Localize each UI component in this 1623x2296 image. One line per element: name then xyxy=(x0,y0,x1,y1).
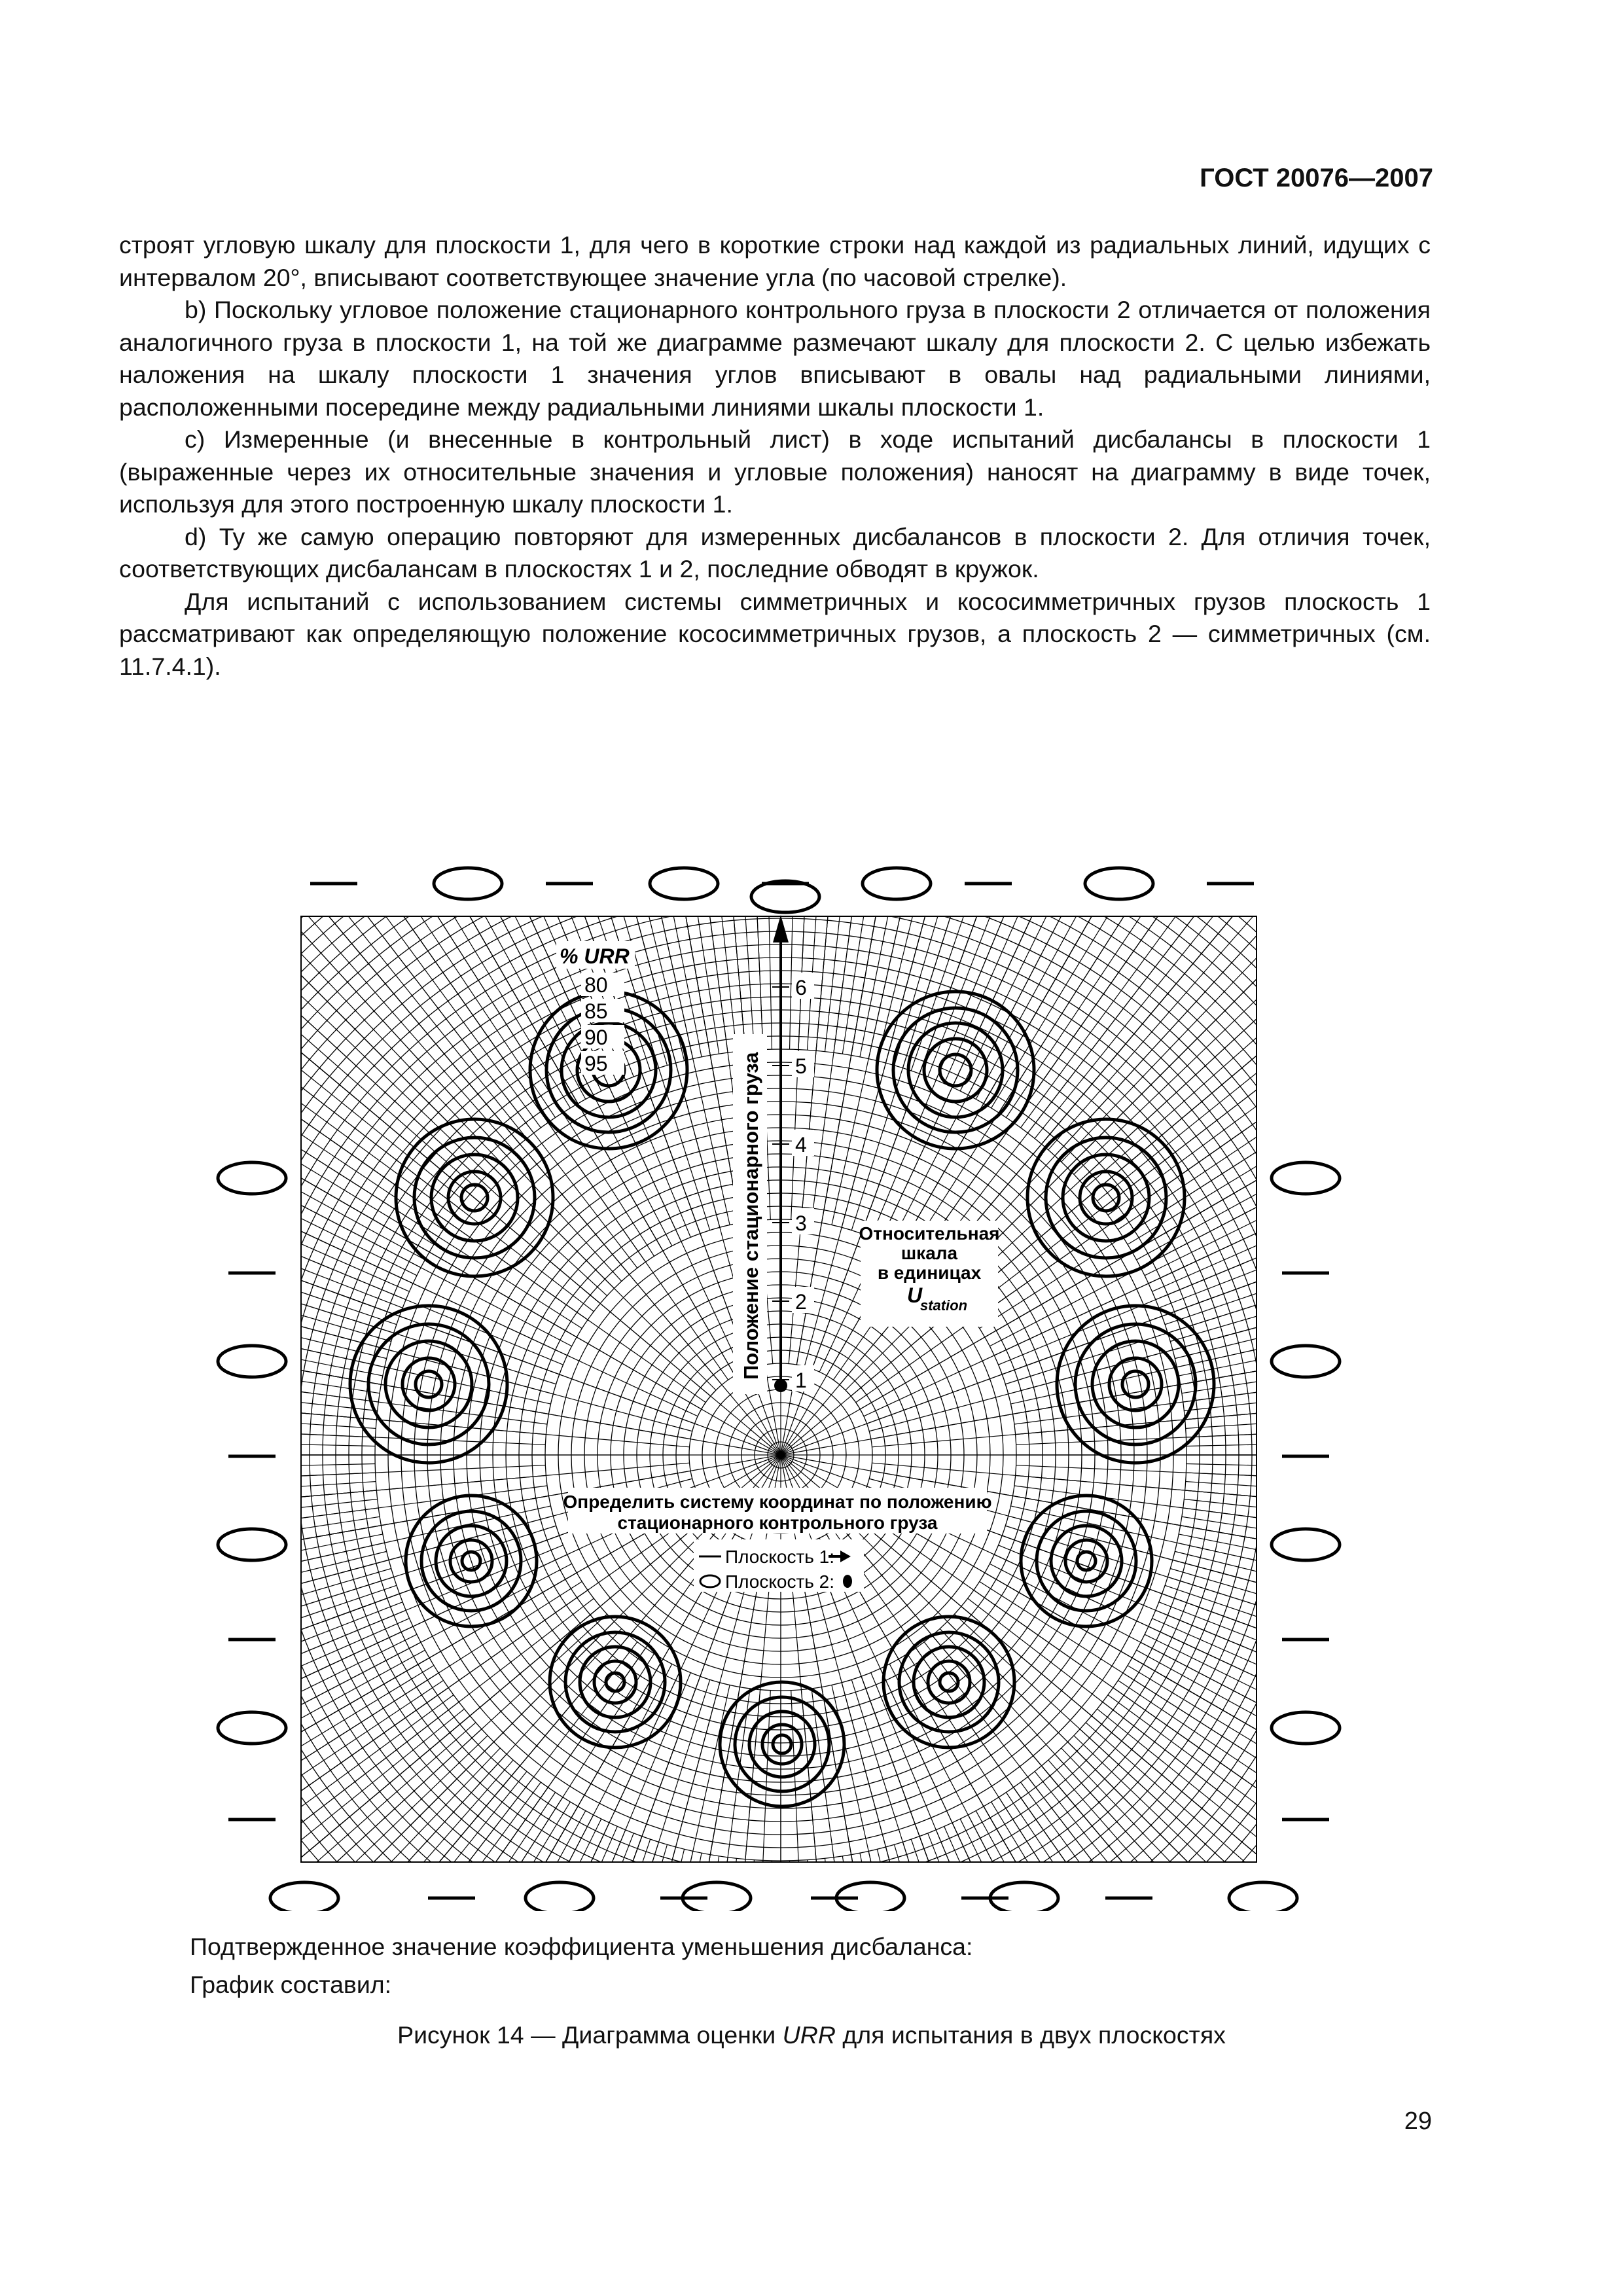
urr-label: % URR xyxy=(560,944,630,968)
document-header: ГОСТ 20076—2007 xyxy=(1200,164,1433,192)
unit-subscript: station xyxy=(920,1297,968,1314)
paragraph: c) Измеренные (и внесенные в контрольный лист) в ходе испытаний дисбалансы в плоскости 1 (выраженные через их относительные значения и угловые положения) наносят на диаграмму в виде точек, используя для этого построенную шкалу плоскости 1. xyxy=(119,425,1431,518)
grid-radial xyxy=(798,1860,812,1911)
caption-italic: URR xyxy=(782,2021,836,2049)
grid-radial xyxy=(808,1860,828,1911)
scale-oval xyxy=(218,1529,286,1560)
scale-number: 1 xyxy=(795,1369,807,1392)
caption-prefix: Рисунок 14 — Диаграмма оценки xyxy=(397,2021,783,2049)
paragraph: Для испытаний с использованием системы симметричных и кососимметричных грузов плоскость 1 рассматривают как определяющую положение кососимметричных грузов, а плоскость 2 — симметричных (см. 11.7.4.1). xyxy=(119,587,1431,680)
scale-number: 6 xyxy=(795,976,807,999)
scale-oval xyxy=(218,1162,286,1194)
urr-level: 85 xyxy=(584,999,608,1023)
relative-scale-box xyxy=(859,1221,999,1327)
coordinate-note xyxy=(563,1488,992,1534)
note-line1: Определить систему координат по положению xyxy=(563,1492,992,1512)
scale-oval xyxy=(218,1712,286,1744)
scale-oval xyxy=(1085,868,1153,899)
paragraph: строят угловую шкалу для плоскости 1, для чего в короткие строки над каждой из радиальных линий, идущих с интервалом 20°, вписывают соответствующее значение угла (по часовой стрелке). xyxy=(119,231,1431,291)
compiled-by-line: График составил: xyxy=(190,1971,392,1998)
urr-level: 80 xyxy=(584,973,608,997)
scale-oval xyxy=(751,881,819,912)
scale-number: 5 xyxy=(795,1054,807,1078)
urr-level: 90 xyxy=(584,1026,608,1049)
scale-oval xyxy=(1272,1712,1340,1744)
urr-evaluation-diagram xyxy=(0,838,1623,1911)
scale-number: 3 xyxy=(795,1211,807,1235)
scale-oval xyxy=(1272,1346,1340,1377)
dot-icon xyxy=(843,1575,852,1588)
scale-oval xyxy=(1229,1882,1297,1911)
axis-label: Положение стационарного груза xyxy=(740,1052,762,1380)
paragraph: d) Ту же самую операцию повторяют для измеренных дисбалансов в плоскости 2. Для отличия точек, соответствующих дисбалансам в плоскостях 1 и 2, последние обводят в кружок. xyxy=(119,522,1431,583)
scale-oval xyxy=(270,1882,338,1911)
body-text xyxy=(119,229,1431,683)
figure-caption xyxy=(0,2021,1623,2049)
confirmed-value-line: Подтвержденное значение коэффициента уменьшения дисбаланса: xyxy=(190,1933,973,1960)
legend-plane1: Плоскость 1: xyxy=(725,1547,835,1567)
scale-oval xyxy=(526,1882,594,1911)
scale-oval xyxy=(1272,1162,1340,1194)
scale-number: 4 xyxy=(795,1133,807,1157)
note-line2: стационарного контрольного груза xyxy=(617,1513,938,1533)
scale-number: 2 xyxy=(795,1290,807,1314)
page-number: 29 xyxy=(1404,2108,1432,2135)
scale-oval xyxy=(1272,1529,1340,1560)
grid-radial xyxy=(765,1861,772,1911)
scale-oval xyxy=(650,868,718,899)
relative-scale-line3: в единицах xyxy=(877,1263,982,1283)
relative-scale-line2: шкала xyxy=(901,1243,958,1263)
footer-lines xyxy=(190,1928,972,2003)
caption-suffix: для испытания в двух плоскостях xyxy=(835,2021,1226,2049)
scale-oval xyxy=(863,868,931,899)
scale-oval xyxy=(434,868,502,899)
grid-radial xyxy=(749,1860,763,1911)
paragraph: b) Поскольку угловое положение стационарного контрольного груза в плоскости 2 отличается от положения аналогичного груза в плоскости 1, на той же диаграмме размечают шкалу для плоскости 2. С целью избежать наложения на шкалу плоскости 1 значения углов вписывают в овалы над радиальными линиями, расположенными посередине между радиальными линиями шкалы плоскости 1. xyxy=(119,296,1431,421)
urr-level: 95 xyxy=(584,1052,608,1075)
scale-oval xyxy=(218,1346,286,1377)
grid-radial xyxy=(790,1861,796,1911)
relative-scale-line1: Относительная xyxy=(859,1223,1000,1244)
legend xyxy=(694,1539,864,1592)
unit-symbol: U xyxy=(907,1283,923,1307)
legend-plane2: Плоскость 2: xyxy=(725,1571,835,1592)
